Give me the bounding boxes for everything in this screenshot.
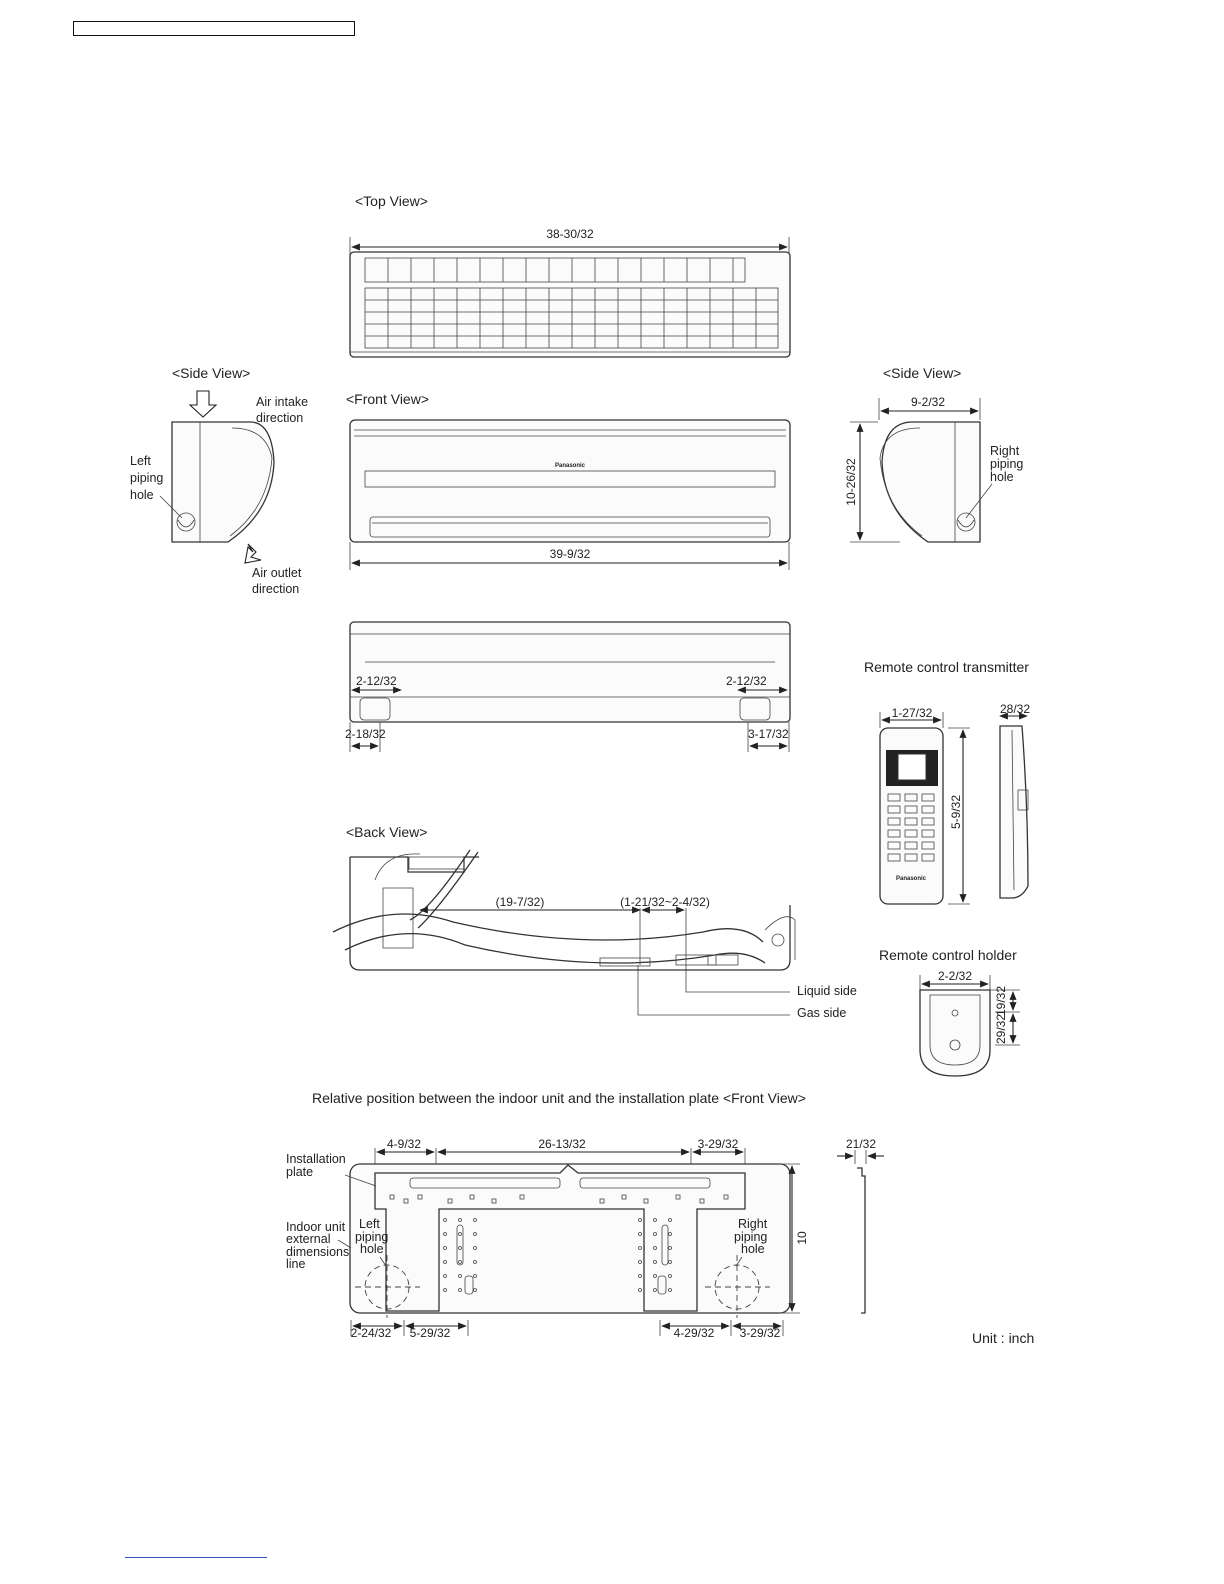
gas-side-leader [638, 965, 790, 1015]
top-view-title: <Top View> [355, 193, 428, 209]
side-view-left-title: <Side View> [172, 365, 251, 381]
remote-title: Remote control transmitter [864, 659, 1029, 675]
front-view-unit [350, 420, 790, 542]
plate-bottom-dim-3: 4-29/32 [673, 1326, 715, 1340]
holder-bottom-label: 29/32 [994, 1013, 1008, 1045]
liquid-side-label: Liquid side [797, 984, 857, 998]
right-piping-hole-label: Right piping hole [990, 444, 1024, 484]
back-view-unit [350, 854, 795, 970]
plate-side-profile [857, 1168, 865, 1313]
plate-title: Relative position between the indoor unit and the installation plate <Front View> [312, 1090, 806, 1106]
plate-height-label: 10 [795, 1231, 809, 1245]
side-view-right-unit [880, 422, 980, 542]
side-depth-label: 9-2/32 [910, 395, 946, 409]
bottom-view-unit [350, 622, 790, 722]
top-view-unit [350, 252, 790, 357]
back-pipe-offset-label: (1-21/32~2-4/32) [620, 895, 710, 909]
front-view-title: <Front View> [346, 391, 430, 407]
liquid-side-leader [686, 965, 790, 992]
remote-height-label: 5-9/32 [949, 794, 963, 830]
bottom-right-lower-label: 3-17/32 [748, 727, 789, 741]
air-intake-label: Air intake direction [256, 395, 309, 425]
holder-width-label: 2-2/32 [937, 969, 973, 983]
remote-depth-label: 28/32 [1000, 702, 1031, 716]
holder-title: Remote control holder [879, 947, 1017, 963]
air-outlet-arrow [245, 544, 261, 563]
front-brand-logo: Panasonic [554, 463, 586, 469]
remote-side-profile [1000, 726, 1028, 898]
plate-top-dim-1: 4-9/32 [386, 1137, 422, 1151]
back-view-title: <Back View> [346, 824, 428, 840]
plate-bottom-dim-1: 2-24/32 [350, 1326, 392, 1340]
side-height-label: 10-26/32 [844, 458, 858, 506]
plate-top-dim-2: 26-13/32 [538, 1137, 586, 1151]
bottom-right-upper-label: 2-12/32 [726, 674, 767, 688]
remote-transmitter [880, 728, 943, 904]
remote-width-label: 1-27/32 [891, 706, 933, 720]
plate-top-dim-3: 3-29/32 [697, 1137, 739, 1151]
side-view-right-title: <Side View> [883, 365, 962, 381]
holder-top-label: 19/32 [994, 985, 1008, 1017]
indoor-unit-outline-label: Indoor unit external dimensions line [286, 1220, 350, 1271]
plate-left-hole-label: Left piping hole [355, 1217, 389, 1256]
plate-side-dim-label: 21/32 [845, 1137, 877, 1151]
plate-right-hole-label: Right piping hole [734, 1217, 768, 1256]
air-outlet-label: Air outlet direction [252, 566, 302, 596]
top-width-label: 38-30/32 [546, 227, 594, 241]
air-intake-arrow [190, 391, 216, 417]
left-piping-hole-label: Left piping hole [130, 454, 164, 502]
side-view-left-unit [172, 422, 274, 542]
bottom-left-upper-label: 2-12/32 [356, 674, 397, 688]
indoor-unit-outline [350, 1164, 790, 1313]
svg-text:Panasonic: Panasonic [895, 876, 927, 882]
plate-bottom-dim-2: 5-29/32 [409, 1326, 451, 1340]
installation-plate-label: Installation plate [286, 1152, 346, 1179]
unit-note: Unit : inch [972, 1330, 1035, 1346]
back-pipe-length-label: (19-7/32) [495, 895, 545, 909]
gas-side-label: Gas side [797, 1006, 847, 1020]
front-width-label: 39-9/32 [549, 547, 591, 561]
bottom-left-lower-label: 2-18/32 [345, 727, 386, 741]
plate-bottom-dim-4: 3-29/32 [739, 1326, 781, 1340]
remote-holder [920, 990, 990, 1076]
